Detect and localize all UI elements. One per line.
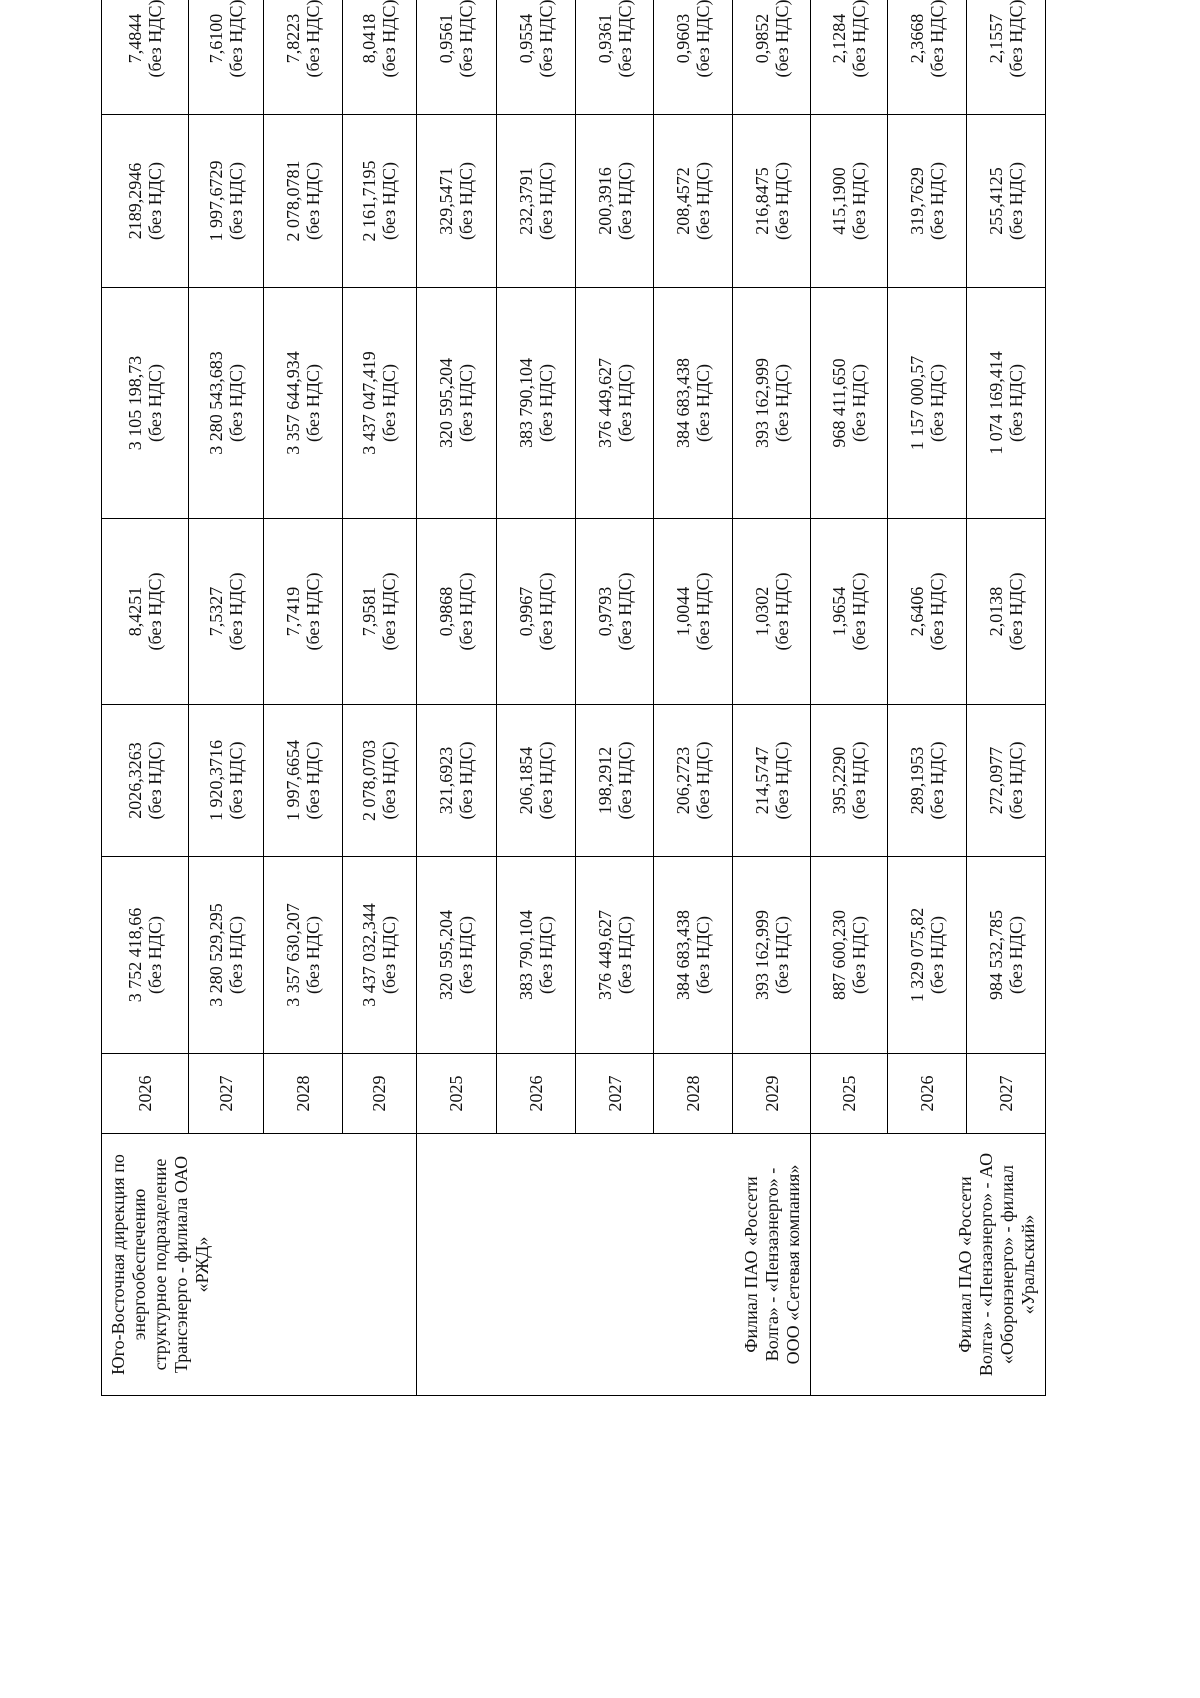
unit-text: (без НДС): [771, 0, 792, 78]
year-cell: 2026: [102, 1054, 189, 1134]
value-cell-c3: [733, 519, 811, 705]
unit-text: (без НДС): [849, 162, 870, 241]
organization-line: «Уральский»: [1018, 1214, 1038, 1315]
unit-text: (без НДС): [926, 741, 947, 820]
organization-line: «РЖД»: [192, 1236, 212, 1293]
value-cell-c3: [102, 519, 189, 705]
unit-text: (без НДС): [144, 162, 165, 241]
year-cell: 2026: [496, 1054, 575, 1134]
unit-text: (без НДС): [535, 916, 556, 995]
value-cell-c1: [966, 857, 1045, 1054]
value-cell-c6: [188, 0, 264, 115]
unit-text: (без НДС): [926, 572, 947, 651]
unit-text: (без НДС): [614, 0, 635, 78]
value-text: 2,6406: [906, 586, 927, 637]
unit-text: (без НДС): [614, 162, 635, 241]
value-cell-c4: [496, 288, 575, 519]
year-cell: 2026: [888, 1054, 967, 1134]
unit-text: (без НДС): [225, 572, 246, 651]
value-cell-c6: [654, 0, 733, 115]
unit-text: (без НДС): [1005, 916, 1026, 995]
value-text: 2,3668: [906, 13, 927, 64]
organization-line: Волга» - «Пензаэнерго» - АО: [976, 1152, 996, 1377]
value-text: 329,5471: [436, 167, 457, 235]
year-cell: 2027: [575, 1054, 654, 1134]
organization-line: «Оборонэнерго» - филиал: [997, 1164, 1017, 1365]
unit-text: (без НДС): [456, 364, 477, 443]
value-text: 272,0977: [985, 746, 1006, 815]
value-text: 2,0138: [985, 586, 1006, 637]
unit-text: (без НДС): [456, 0, 477, 78]
value-cell-c3: [966, 519, 1045, 705]
value-text: 376 449,627: [594, 358, 615, 448]
value-text: 3 752 418,66: [124, 907, 145, 1003]
value-cell-c5: [188, 115, 264, 288]
value-cell-c5: [496, 115, 575, 288]
year-cell: 2029: [733, 1054, 811, 1134]
value-cell-c5: [654, 115, 733, 288]
value-text: 200,3916: [594, 167, 615, 235]
unit-text: (без НДС): [225, 916, 246, 995]
unit-text: (без НДС): [693, 916, 714, 995]
unit-text: (без НДС): [303, 916, 324, 995]
unit-text: (без НДС): [771, 916, 792, 995]
value-text: 7,6100: [205, 13, 226, 64]
value-text: 7,4844: [124, 13, 145, 64]
value-cell-c2: [654, 705, 733, 857]
value-text: 1,0044: [673, 586, 694, 637]
value-cell-c3: [188, 519, 264, 705]
unit-text: (без НДС): [225, 162, 246, 241]
value-text: 206,2723: [673, 746, 694, 815]
value-text: 7,5327: [205, 586, 226, 637]
value-text: 3 105 198,73: [124, 355, 145, 451]
value-text: 8,0418: [359, 13, 380, 64]
value-cell-c5: [102, 115, 189, 288]
value-cell-c4: [188, 288, 264, 519]
unit-text: (без НДС): [379, 0, 400, 78]
value-cell-c3: [264, 519, 343, 705]
value-text: 2189,2946: [124, 162, 145, 240]
organization-line: Филиал ПАО «Россети: [741, 1176, 762, 1353]
organization-cell: [811, 1134, 1046, 1396]
value-text: 206,1854: [515, 746, 536, 815]
value-cell-c1: [188, 857, 264, 1054]
value-cell-c1: [343, 857, 417, 1054]
unit-text: (без НДС): [771, 741, 792, 820]
value-text: 2,1284: [829, 13, 850, 64]
unit-text: (без НДС): [379, 572, 400, 651]
unit-text: (без НДС): [456, 916, 477, 995]
value-cell-c2: [264, 705, 343, 857]
organization-line: энергообеспечению: [129, 1188, 149, 1341]
value-text: 393 162,999: [751, 910, 772, 1000]
value-cell-c2: [188, 705, 264, 857]
value-cell-c2: [575, 705, 654, 857]
organization-line: Юго-Восточная дирекция по: [108, 1154, 128, 1375]
year-cell: 2028: [654, 1054, 733, 1134]
value-text: 393 162,999: [751, 358, 772, 448]
year-cell: 2027: [966, 1054, 1045, 1134]
unit-text: (без НДС): [926, 162, 947, 241]
organization-cell: [102, 1134, 417, 1396]
unit-text: (без НДС): [926, 0, 947, 78]
unit-text: (без НДС): [535, 162, 556, 241]
value-cell-c4: [733, 288, 811, 519]
unit-text: (без НДС): [926, 364, 947, 443]
value-text: 0,9868: [436, 586, 457, 637]
value-cell-c6: [416, 0, 496, 115]
value-text: 1 997,6654: [283, 740, 304, 821]
value-text: 1 329 075,82: [906, 907, 927, 1003]
unit-text: (без НДС): [771, 572, 792, 651]
value-cell-c5: [343, 115, 417, 288]
unit-text: (без НДС): [849, 916, 870, 995]
value-cell-c5: [811, 115, 888, 288]
unit-text: (без НДС): [303, 572, 324, 651]
value-cell-c2: [102, 705, 189, 857]
value-cell-c3: [888, 519, 967, 705]
organization-line: ООО «Сетевая компания»: [783, 1164, 804, 1365]
unit-text: (без НДС): [693, 162, 714, 241]
value-text: 3 280 529,295: [205, 903, 226, 1007]
value-text: 0,9361: [594, 13, 615, 64]
value-text: 208,4572: [673, 167, 694, 235]
unit-text: (без НДС): [1005, 162, 1026, 241]
value-cell-c3: [654, 519, 733, 705]
value-text: 1 997,6729: [205, 160, 226, 242]
value-cell-c4: [343, 288, 417, 519]
unit-text: (без НДС): [144, 741, 165, 820]
unit-text: (без НДС): [1005, 364, 1026, 443]
value-cell-c2: [416, 705, 496, 857]
unit-text: (без НДС): [926, 916, 947, 995]
value-cell-c5: [416, 115, 496, 288]
value-cell-c1: [416, 857, 496, 1054]
value-text: 3 357 644,934: [283, 351, 304, 455]
tariff-table: [101, 0, 1046, 1396]
value-text: 255,4125: [985, 167, 1006, 235]
value-cell-c4: [264, 288, 343, 519]
value-text: 7,7419: [283, 586, 304, 637]
unit-text: (без НДС): [379, 916, 400, 995]
value-text: 0,9554: [515, 13, 536, 64]
value-cell-c6: [966, 0, 1045, 115]
value-cell-c6: [343, 0, 417, 115]
unit-text: (без НДС): [225, 364, 246, 443]
value-cell-c5: [733, 115, 811, 288]
value-text: 0,9852: [751, 13, 772, 64]
unit-text: (без НДС): [303, 0, 324, 78]
value-text: 7,9581: [359, 586, 380, 637]
value-cell-c2: [733, 705, 811, 857]
value-text: 984 532,785: [985, 910, 1006, 1000]
value-cell-c4: [102, 288, 189, 519]
value-cell-c5: [888, 115, 967, 288]
year-cell: 2025: [416, 1054, 496, 1134]
unit-text: (без НДС): [456, 741, 477, 820]
organization-cell: [416, 1134, 811, 1396]
value-cell-c6: [102, 0, 189, 115]
value-text: 376 449,627: [594, 910, 615, 1000]
value-cell-c1: [888, 857, 967, 1054]
value-cell-c4: [888, 288, 967, 519]
value-cell-c6: [496, 0, 575, 115]
value-cell-c5: [966, 115, 1045, 288]
value-text: 1,0302: [751, 586, 772, 637]
unit-text: (без НДС): [303, 741, 324, 820]
value-cell-c6: [733, 0, 811, 115]
value-text: 0,9967: [515, 586, 536, 637]
unit-text: (без НДС): [614, 364, 635, 443]
unit-text: (без НДС): [144, 916, 165, 995]
value-text: 214,5747: [751, 746, 772, 815]
value-text: 2026,3263: [124, 742, 145, 819]
value-cell-c6: [575, 0, 654, 115]
year-cell: 2029: [343, 1054, 417, 1134]
value-cell-c2: [966, 705, 1045, 857]
unit-text: (без НДС): [614, 916, 635, 995]
value-text: 1 920,3716: [205, 740, 226, 821]
value-cell-c3: [496, 519, 575, 705]
year-cell: 2025: [811, 1054, 888, 1134]
value-text: 7,8223: [283, 13, 304, 64]
unit-text: (без НДС): [225, 741, 246, 820]
value-text: 2,1557: [985, 13, 1006, 64]
unit-text: (без НДС): [303, 364, 324, 443]
value-cell-c5: [575, 115, 654, 288]
value-cell-c4: [575, 288, 654, 519]
unit-text: (без НДС): [456, 572, 477, 651]
table-body: [102, 0, 1046, 1396]
unit-text: (без НДС): [614, 741, 635, 820]
unit-text: (без НДС): [144, 364, 165, 443]
value-cell-c2: [888, 705, 967, 857]
value-text: 415,1900: [829, 167, 850, 235]
value-text: 321,6923: [436, 746, 457, 815]
value-cell-c1: [264, 857, 343, 1054]
value-text: 2 078,0703: [359, 740, 380, 821]
value-text: 320 595,204: [436, 358, 457, 448]
unit-text: (без НДС): [771, 162, 792, 241]
unit-text: (без НДС): [144, 572, 165, 651]
unit-text: (без НДС): [303, 162, 324, 241]
unit-text: (без НДС): [693, 364, 714, 443]
unit-text: (без НДС): [849, 741, 870, 820]
year-cell: 2027: [188, 1054, 264, 1134]
value-cell-c1: [496, 857, 575, 1054]
value-cell-c4: [966, 288, 1045, 519]
unit-text: (без НДС): [614, 572, 635, 651]
unit-text: (без НДС): [535, 0, 556, 78]
value-text: 384 683,438: [673, 910, 694, 1000]
unit-text: (без НДС): [379, 741, 400, 820]
value-text: 319,7629: [906, 167, 927, 235]
unit-text: (без НДС): [771, 364, 792, 443]
value-cell-c3: [343, 519, 417, 705]
table-row: [811, 0, 888, 1396]
value-text: 0,9793: [594, 586, 615, 637]
value-cell-c6: [811, 0, 888, 115]
unit-text: (без НДС): [144, 0, 165, 78]
value-text: 0,9561: [436, 13, 457, 64]
value-text: 3 437 047,419: [359, 351, 380, 455]
rotated-table-container: [101, 0, 1046, 1396]
unit-text: (без НДС): [456, 162, 477, 241]
value-cell-c1: [733, 857, 811, 1054]
value-cell-c5: [264, 115, 343, 288]
unit-text: (без НДС): [535, 572, 556, 651]
value-text: 384 683,438: [673, 358, 694, 448]
value-text: 0,9603: [673, 13, 694, 64]
value-cell-c4: [811, 288, 888, 519]
value-text: 216,8475: [751, 167, 772, 235]
unit-text: (без НДС): [693, 741, 714, 820]
unit-text: (без НДС): [379, 162, 400, 241]
value-text: 383 790,104: [515, 910, 536, 1000]
value-text: 8,4251: [124, 586, 145, 637]
value-text: 3 357 630,207: [283, 903, 304, 1007]
value-text: 2 161,7195: [359, 160, 380, 242]
unit-text: (без НДС): [849, 572, 870, 651]
value-text: 198,2912: [594, 746, 615, 815]
value-cell-c6: [264, 0, 343, 115]
value-text: 3 437 032,344: [359, 903, 380, 1007]
value-cell-c3: [575, 519, 654, 705]
value-text: 232,3791: [515, 167, 536, 235]
organization-line: структурное подразделение: [150, 1158, 170, 1371]
value-cell-c2: [811, 705, 888, 857]
organization-line: Волга» - «Пензаэнерго» -: [762, 1167, 783, 1362]
value-cell-c3: [811, 519, 888, 705]
value-cell-c2: [496, 705, 575, 857]
value-text: 2 078,0781: [283, 160, 304, 242]
value-text: 968 411,650: [829, 358, 850, 448]
table-row: [416, 0, 496, 1396]
value-cell-c1: [811, 857, 888, 1054]
year-cell: 2028: [264, 1054, 343, 1134]
value-cell-c4: [654, 288, 733, 519]
value-text: 3 280 543,683: [205, 351, 226, 455]
value-text: 395,2290: [829, 746, 850, 815]
unit-text: (без НДС): [849, 364, 870, 443]
unit-text: (без НДС): [225, 0, 246, 78]
value-cell-c3: [416, 519, 496, 705]
unit-text: (без НДС): [849, 0, 870, 78]
value-cell-c4: [416, 288, 496, 519]
value-text: 1 074 169,414: [985, 351, 1006, 455]
value-text: 887 600,230: [829, 910, 850, 1000]
unit-text: (без НДС): [535, 364, 556, 443]
value-text: 383 790,104: [515, 358, 536, 448]
value-cell-c1: [575, 857, 654, 1054]
organization-line: Филиал ПАО «Россети: [955, 1176, 975, 1353]
value-text: 320 595,204: [436, 910, 457, 1000]
unit-text: (без НДС): [693, 0, 714, 78]
unit-text: (без НДС): [1005, 741, 1026, 820]
unit-text: (без НДС): [535, 741, 556, 820]
value-cell-c1: [102, 857, 189, 1054]
value-text: 1 157 000,57: [906, 355, 927, 451]
unit-text: (без НДС): [693, 572, 714, 651]
value-cell-c6: [888, 0, 967, 115]
unit-text: (без НДС): [379, 364, 400, 443]
unit-text: (без НДС): [1005, 572, 1026, 651]
value-text: 289,1953: [906, 746, 927, 815]
table-row: [102, 0, 189, 1396]
value-cell-c1: [654, 857, 733, 1054]
value-text: 1,9654: [829, 586, 850, 637]
unit-text: (без НДС): [1005, 0, 1026, 78]
value-cell-c2: [343, 705, 417, 857]
organization-line: Трансэнерго - филиала ОАО: [171, 1155, 191, 1374]
